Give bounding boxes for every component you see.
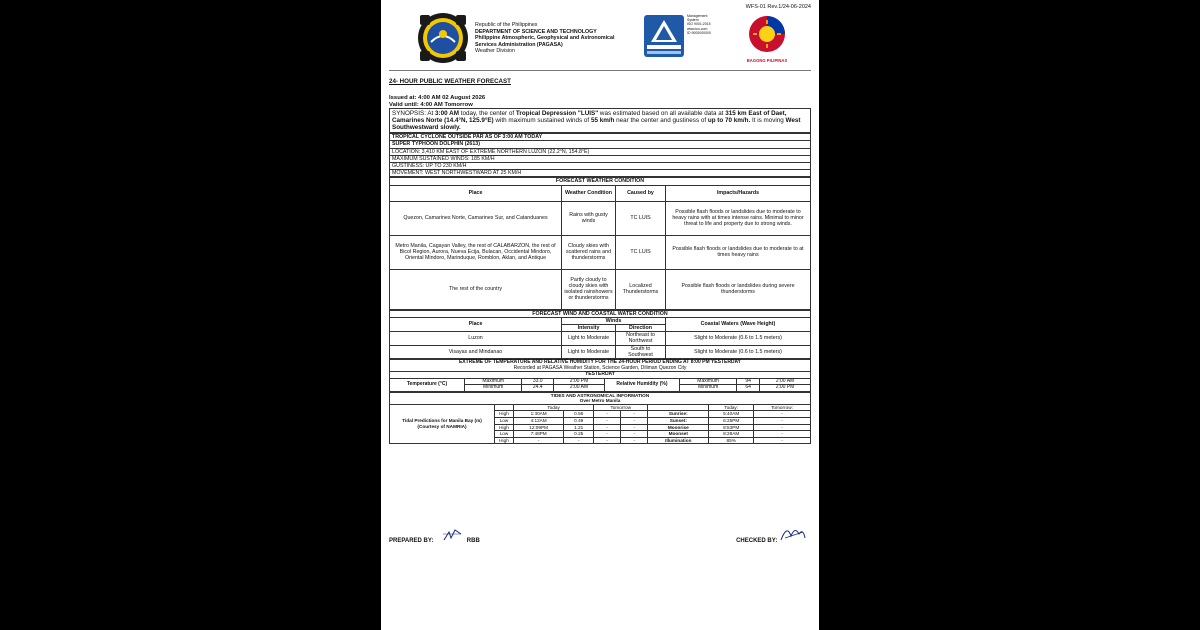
pagasa-seal-icon (417, 12, 469, 64)
table-row: High - - - - Illumination 85% - (390, 437, 811, 444)
forecast-heading: FORECAST WEATHER CONDITION (390, 178, 811, 185)
extremes-table: EXTREME OF TEMPERATURE AND RELATIVE HUMIDITY FOR THE 24-HOUR PERIOD ENDING AT 8:00 PM YESTERDAY Recorded at PAGASA Weather Station, Science Garden, Diliman Quezon City YESTERDAY Temperature (°C) Maximum 33.0 2:00 PM Relative Humidity (%) Maximum 94 2:00 AM Minimum 24.4 2:00 AM Minimum 64 2:00 PM (389, 359, 811, 392)
agency-line-1: Philippine Atmospheric, Geophysical and Astronomical (475, 35, 615, 42)
tc-winds: MAXIMUM SUSTAINED WINDS: 185 KM/H (390, 155, 811, 162)
checked-by: CHECKED BY: (736, 522, 807, 544)
tides-heading: TIDES AND ASTRONOMICAL INFORMATION Over Metro Manila (390, 392, 811, 404)
wind-heading: FORECAST WIND AND COASTAL WATER CONDITION (390, 310, 811, 317)
signature-scribble-icon (779, 522, 807, 544)
tc-location: LOCATION: 3,410 KM EAST OF EXTREME NORTHERN LUZON (22.2°N, 154.8°E) (390, 148, 811, 155)
prepared-by: PREPARED BY: RBB (389, 526, 480, 544)
col-impact: Impacts/Hazards (666, 185, 811, 201)
table-row: High 12:09PM 1.21 - - Moonrise 8:53PM - (390, 424, 811, 431)
col-cause: Caused by (616, 185, 666, 201)
bulletin-page (381, 0, 819, 630)
tc-movement: MOVEMENT: WEST NORTHWESTWARD AT 25 KM/H (390, 170, 811, 177)
division-line: Weather Division (475, 48, 515, 55)
extremes-heading: EXTREME OF TEMPERATURE AND RELATIVE HUMIDITY FOR THE 24-HOUR PERIOD ENDING AT 8:00 PM YESTERDAY Recorded at PAGASA Weather Station, Science Garden, Diliman Quezon City (390, 360, 811, 372)
table-row: Low 7:48PM 0.25 - - Moonset 8:28AM - (390, 431, 811, 438)
tc-outside-heading: TROPICAL CYCLONE OUTSIDE PAR AS OF 3:00 AM TODAY (390, 134, 811, 141)
table-row: Low 4:12AM 0.49 - - Sunset: 6:25PM - (390, 417, 811, 424)
col-place: Place (390, 185, 562, 201)
iso-certification-logo (643, 14, 685, 58)
signature-block (389, 518, 811, 548)
table-row: Visayas and Mindanao Light to Moderate South to Southwest Slight to Moderate (0.6 to 1.5 meters) (390, 345, 811, 358)
tidal-predictions-label: Tidal Predictions for Manila Bay (m) (Courtesy of NAMRIA) (390, 404, 495, 444)
tc-outside-par-table (389, 133, 811, 177)
agency-line-2: Services Administration (PAGASA) (475, 41, 563, 48)
department-line: DEPARTMENT OF SCIENCE AND TECHNOLOGY (475, 28, 597, 35)
form-code: WFS-01 Rev.1/24-06-2024 (745, 4, 811, 10)
republic-line: Republic of the Philippines (475, 22, 538, 28)
table-row: Luzon Light to Moderate Northeast to Northwest Slight to Moderate (0.6 to 1.5 meters) (390, 332, 811, 345)
letterhead (417, 10, 817, 70)
table-row: Metro Manila, Cagayan Valley, the rest of CALABARZON, the rest of Bicol Region, Aurora, Nueva Ecija, Bulacan, Occidental Mindoro, Oriental Mindoro, Marinduque, Romblon, Aklan, and Antique Cloudy skies with scattered rains and thunderstorms TC LUIS Possible flash floods or landslides due to moderate to at times heavy rains (390, 235, 811, 269)
valid-until: Valid until: 4:00 AM Tomorrow (389, 101, 473, 108)
synopsis-table (389, 108, 811, 133)
header-divider (389, 70, 811, 71)
issued-at: Issued at: 4:00 AM 02 August 2026 (389, 95, 486, 101)
col-condition: Weather Condition (562, 185, 616, 201)
table-row: High 1:30AM 0.56 - - Sunrise: 5:40AM - (390, 411, 811, 418)
agency-name (475, 22, 635, 55)
wind-coastal-table: FORECAST WIND AND COASTAL WATER CONDITION Place Winds Coastal Waters (Wave Height) Intensity Direction Luzon Light to Moderate Northeast to Northwest Slight to Moderate (0.6 to 1.5 meters) Visayas and Mindanao Light to Moderate South to Southwest Slight to Moderate (0.6 to 1.5 meters) (389, 310, 811, 359)
table-row: Quezon, Camarines Norte, Camarines Sur, and Catanduanes Rains with gusty winds TC LUIS Possible flash floods or landslides due to moderate to heavy rains with at times intense rains. Minimal to minor threat to life and property due to strong winds. (390, 201, 811, 235)
tc-name: SUPER TYPHOON DOLPHIN (2613) (390, 141, 811, 148)
tides-table: TIDES AND ASTRONOMICAL INFORMATION Over Metro Manila Tidal Predictions for Manila Bay (m) (Courtesy of NAMRIA) Today Tomorrow Today: Tomorrow: High 1:30AM 0.56 - - Sunrise: 5:40AM - Low 4:12AM 0.49 - - Sunset: 6:25PM - High 12:09PM 1.21 - - Moonrise 8:53PM - Low 7:48PM 0.25 - - Moonset 8:28AM - High - - - - Illumination 85% - (389, 392, 811, 445)
iso-text: Management System ISO 9001:2015 www.tuv.com ID 9000000000 (687, 14, 711, 35)
svg-text:BAGONG PILIPINAS: BAGONG PILIPINAS (747, 58, 787, 63)
forecast-document (389, 78, 811, 444)
table-row: The rest of the country Partly cloudy to cloudy skies with isolated rainshowers or thunderstorms Localized Thunderstorms Possible flash floods or landslides during severe thunderstorms (390, 269, 811, 309)
bagong-pilipinas-logo (747, 14, 787, 66)
forecast-weather-table (389, 177, 811, 309)
document-title: 24- HOUR PUBLIC WEATHER FORECAST (389, 78, 511, 85)
synopsis: SYNOPSIS: At 3:00 AM today, the center of Tropical Depression "LUIS" was estimated based on all available data at 315 km East of Daet, Camarines Norte (14.4°N, 125.9°E) with maximum sustained winds of 55 km/h near the center and gustiness of up to 70 km/h. It is moving West Southwestward slowly. (390, 109, 811, 133)
tc-gust: GUSTINESS: UP TO 230 KM/H (390, 163, 811, 170)
signature-mark-icon (441, 526, 465, 544)
